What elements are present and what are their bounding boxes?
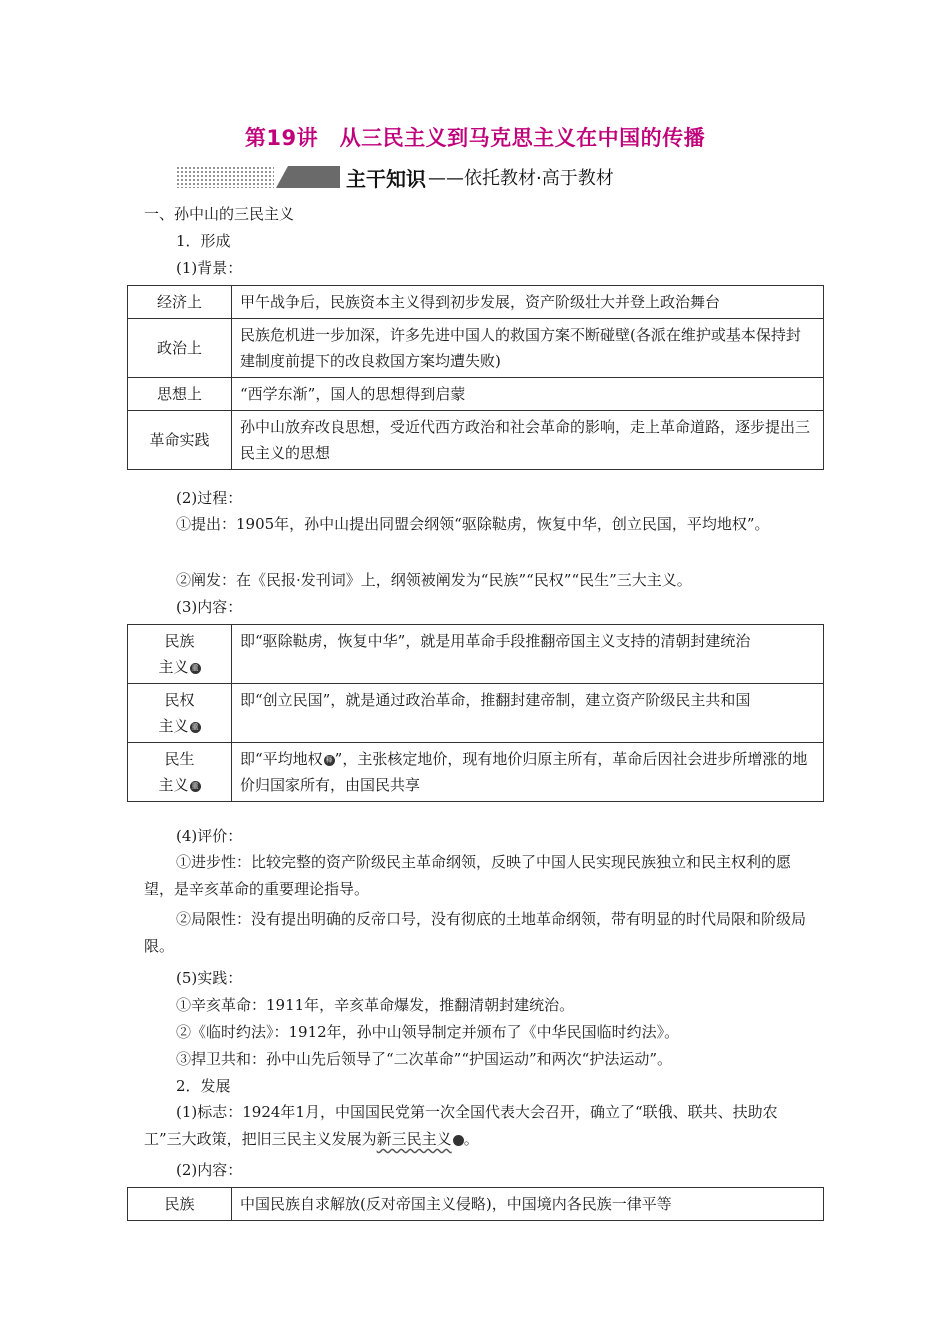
row-value-pre: 即“平均地权 [240, 750, 323, 768]
row-value: 即“创立民国”，就是通过政治革命，推翻封建帝制，建立资产阶级民主共和国 [232, 684, 824, 743]
banner-main-text: 主干知识 [346, 166, 426, 191]
process-item-1: ①提出：1905年，孙中山提出同盟会纲领“驱除鞑虏，恢复中华，创立民国，平均地权”。 [176, 515, 770, 533]
process-item-2: ②阐发：在《民报·发刊词》上，纲领被阐发为“民族”“民权”“民生”三大主义。 [176, 571, 692, 589]
background-table [127, 285, 824, 470]
practice-item-3: ③捍卫共和：孙中山先后领导了“二次革命”“护国运动”和两次“护法运动”。 [176, 1050, 673, 1068]
row-value: “西学东渐”，国人的思想得到启蒙 [232, 378, 824, 411]
row-key-line2: 主义 [158, 776, 189, 794]
table-row [128, 378, 824, 411]
row-key [128, 625, 232, 684]
development-table [127, 1187, 824, 1221]
row-key: 经济上 [128, 286, 232, 319]
table-row [128, 684, 824, 743]
table-row [128, 411, 824, 470]
development-text-end: 。 [463, 1130, 479, 1148]
content-label: (3)内容： [176, 598, 243, 616]
row-value [232, 743, 824, 802]
content-table [127, 624, 824, 802]
banner-sub-text: ——依托教材·高于教材 [428, 168, 614, 189]
row-key-line2: 主义 [158, 658, 189, 676]
row-value: 甲午战争后，民族资本主义得到初步发展，资产阶级壮大并登上政治舞台 [232, 286, 824, 319]
row-key [128, 743, 232, 802]
row-key [128, 684, 232, 743]
subheading-formation: 1．形成 [176, 232, 231, 250]
row-key: 民族 [128, 1188, 232, 1221]
banner-dot-pattern [176, 166, 274, 188]
row-key-line1: 民族 [164, 632, 195, 650]
key-point-icon: 重 [191, 781, 199, 790]
development-content-label: (2)内容： [176, 1161, 243, 1179]
process-label: (2)过程： [176, 489, 243, 507]
key-point-icon: 重 [191, 663, 199, 672]
row-key: 政治上 [128, 319, 232, 378]
table-row [128, 1188, 824, 1221]
row-value-post: ”，主张核定地价，现有地价归原主所有，革命后因社会进步所增涨的地价归国家所有，由国民共享 [240, 750, 808, 794]
banner-slash [276, 166, 288, 188]
row-key: 革命实践 [128, 411, 232, 470]
practice-item-1: ①辛亥革命：1911年，辛亥革命爆发，推翻清朝封建统治。 [176, 996, 575, 1014]
row-key: 思想上 [128, 378, 232, 411]
row-value: 即“驱除鞑虏，恢复中华”，就是用革命手段推翻帝国主义支持的清朝封建统治 [232, 625, 824, 684]
row-value: 民族危机进一步加深，许多先进中国人的救国方案不断碰壁(各派在维护或基本保持封建制度前提下的改良救国方案均遭失败) [232, 319, 824, 378]
page-title: 第19讲 从三民主义到马克思主义在中国的传播 [244, 126, 706, 150]
evaluation-item-1: ①进步性：比较完整的资产阶级民主革命纲领，反映了中国人民实现民族独立和民主权利的愿望，是辛亥革命的重要理论指导。 [144, 853, 792, 898]
table-row [128, 625, 824, 684]
background-label: (1)背景： [176, 259, 243, 277]
table-row [128, 743, 824, 802]
subheading-development: 2．发展 [176, 1077, 231, 1095]
row-key-line1: 民权 [164, 691, 195, 709]
evaluation-label: (4)评价： [176, 827, 243, 845]
evaluation-item-2: ②局限性：没有提出明确的反帝口号，没有彻底的土地革命纲领，带有明显的时代局限和阶级局限。 [144, 910, 807, 955]
explanation-icon: 释 [325, 755, 333, 764]
key-point-icon: 重 [191, 722, 199, 731]
row-value: 孙中山放弃改良思想，受近代西方政治和社会革命的影响，走上革命道路，逐步提出三民主义的思想 [232, 411, 824, 470]
row-key-line2: 主义 [158, 717, 189, 735]
table-row [128, 286, 824, 319]
extension-icon: 拓 [453, 1135, 464, 1146]
practice-label: (5)实践： [176, 969, 243, 987]
development-term: 新三民主义 [376, 1130, 452, 1148]
section-heading: 一、孙中山的三民主义 [144, 205, 295, 223]
development-item-1 [144, 1099, 814, 1153]
development-text: (1)标志：1924年1月，中国国民党第一次全国代表大会召开，确立了“联俄、联共、扶助农工”三大政策，把旧三民主义发展为 [144, 1103, 778, 1148]
row-key-line1: 民生 [164, 750, 195, 768]
table-row [128, 319, 824, 378]
banner-bar [288, 166, 340, 188]
row-value: 中国民族自求解放(反对帝国主义侵略)，中国境内各民族一律平等 [232, 1188, 824, 1221]
practice-item-2: ②《临时约法》：1912年，孙中山领导制定并颁布了《中华民国临时约法》。 [176, 1023, 680, 1041]
section-banner [176, 164, 614, 190]
